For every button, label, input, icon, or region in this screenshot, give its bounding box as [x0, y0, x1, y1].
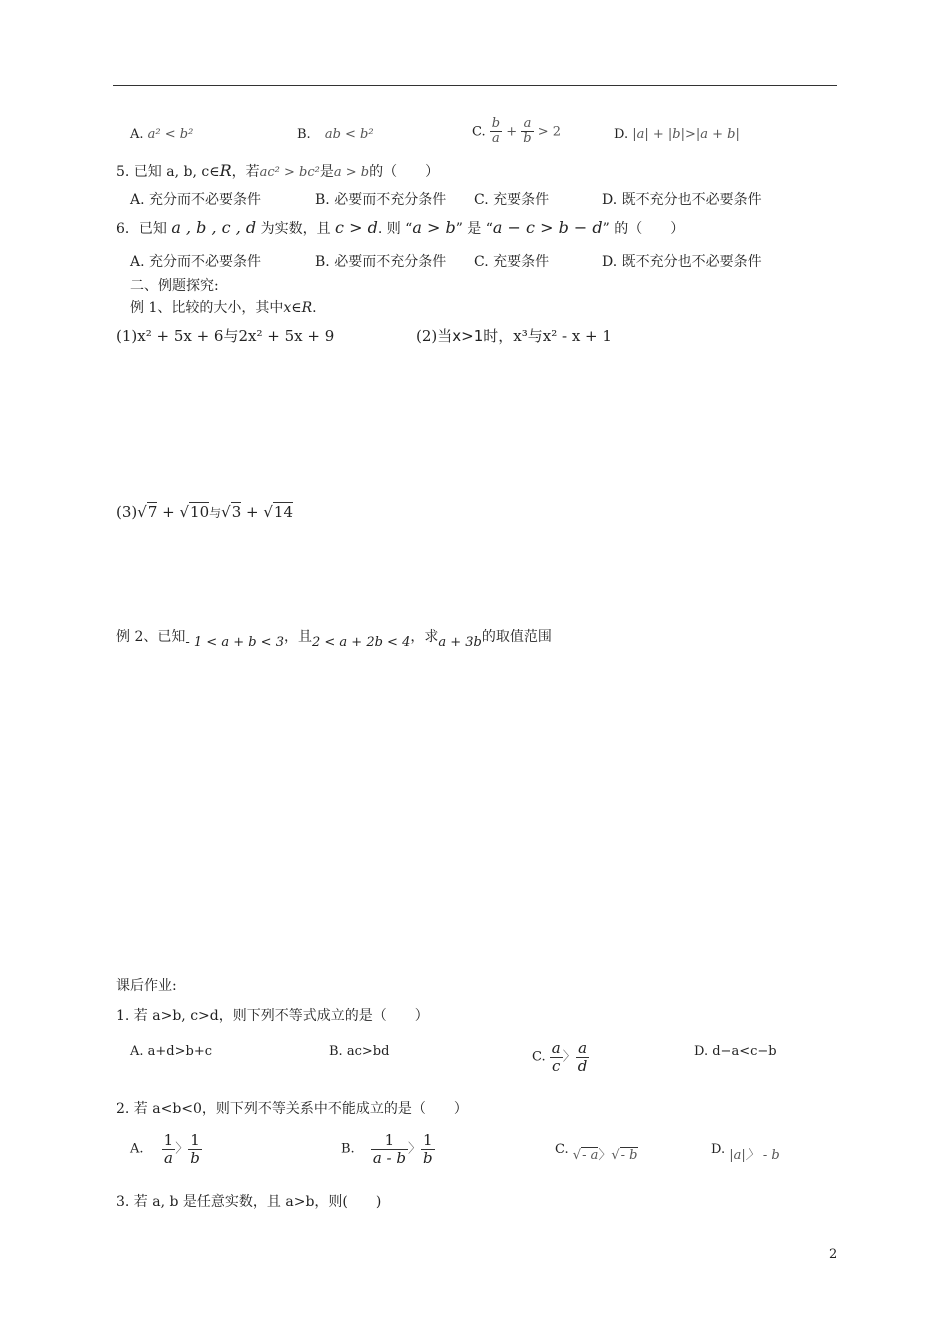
numerator: 1	[188, 1132, 202, 1150]
q5-suffix: 的（ ）	[369, 164, 440, 180]
fraction	[576, 1040, 590, 1074]
fraction	[521, 117, 533, 147]
option-expr: a² < b²	[147, 127, 194, 142]
ex2-mid: ，且	[283, 629, 312, 645]
sqrt-radicand: - a	[582, 1148, 599, 1163]
option-expr: |a| + |b|>|a + b|	[632, 127, 740, 142]
q5-option-c: C. 充要条件	[474, 192, 550, 208]
sqrt-radicand: 7	[147, 503, 158, 521]
hw2-option-c: C. √- a〉√- b	[555, 1142, 638, 1163]
fraction	[550, 1040, 563, 1074]
option-expr: ab < b²	[324, 127, 374, 142]
q4-option-b	[297, 127, 374, 142]
homework-question-2: 2. 若 a<b<0，则下列不等关系中不能成立的是（ ）	[116, 1101, 468, 1117]
option-label: A.	[130, 127, 144, 142]
homework-question-3: 3. 若 a, b 是任意实数，且 a>b，则( )	[116, 1194, 382, 1210]
ex1-title-math: x∈R	[283, 300, 313, 316]
numerator: 1	[163, 1131, 174, 1149]
q6-prefix: 6．已知	[116, 221, 167, 237]
question-6	[116, 218, 684, 238]
q5-mid2: 是	[319, 164, 334, 180]
q6-condition2: a > b	[412, 218, 456, 237]
numerator: a	[576, 1040, 590, 1058]
q5-condition: ac² > bc²	[259, 165, 320, 180]
plus-sign: +	[157, 503, 180, 521]
ex1-p2-prefix: (2)当	[416, 327, 453, 345]
option-label: C.	[555, 1142, 569, 1157]
q6-suffix: ” 的（ ）	[602, 221, 685, 237]
example-1-part-2	[416, 325, 612, 346]
denominator: c	[552, 1056, 561, 1075]
greater-sign: 〉	[407, 1141, 421, 1157]
option-label: C.	[472, 124, 486, 140]
example-1-part-3: (3)√7 + √10与√3 + √14	[116, 503, 294, 521]
q4-option-d	[614, 127, 740, 142]
numerator: a	[521, 117, 533, 132]
sqrt-radicand: 14	[273, 503, 294, 521]
denominator: b	[523, 131, 532, 147]
ex1-title-prefix: 例 1、比较的大小，其中	[130, 300, 284, 316]
q5-set: R	[219, 161, 232, 180]
denominator: d	[577, 1056, 588, 1075]
q6-option-c: C. 充要条件	[474, 254, 550, 270]
fraction	[162, 1132, 176, 1166]
q6-mid: 为实数，且	[260, 221, 331, 237]
q4-option-a	[130, 127, 193, 142]
option-label: D.	[711, 1142, 726, 1157]
sqrt-radicand: - b	[620, 1148, 638, 1163]
numerator: 1	[371, 1132, 408, 1150]
denominator: a	[492, 131, 500, 147]
hw1-option-a: A. a+d>b+c	[130, 1044, 213, 1059]
ex1-p2-condition: x>1	[452, 327, 484, 345]
option-label: D.	[614, 127, 629, 142]
q5-mid: ，若	[231, 164, 260, 180]
denominator: b	[423, 1148, 433, 1167]
q5-option-d: D. 既不充分也不必要条件	[602, 192, 762, 208]
header-rule	[113, 85, 837, 86]
option-label: C.	[532, 1049, 546, 1065]
q6-vars: a , b , c , d	[171, 218, 257, 237]
option-label: B.	[297, 127, 311, 142]
q6-mid3: ” 是 “	[455, 221, 493, 237]
denominator: a	[163, 1148, 173, 1167]
ex1-p3-mid: 与	[209, 506, 222, 520]
sqrt-radicand: 10	[190, 503, 210, 521]
option-label: A.	[130, 1141, 144, 1157]
ex2-mid2: ，求	[410, 629, 439, 645]
hw2-option-d	[711, 1138, 780, 1163]
ex2-prefix: 例 2、已知	[116, 629, 186, 645]
option-expr: |a|〉 - b	[729, 1148, 780, 1163]
option-label: B.	[341, 1141, 355, 1157]
q6-option-a: A. 充分而不必要条件	[130, 254, 262, 270]
ex1-title-suffix: .	[312, 300, 317, 316]
page-number: 2	[829, 1247, 838, 1262]
ex1-p3-prefix: (3)	[116, 503, 138, 521]
homework-title: 课后作业:	[116, 978, 177, 994]
denominator: a - b	[372, 1148, 406, 1167]
q6-mid2: . 则 “	[377, 221, 413, 237]
homework-question-1: 1. 若 a>b, c>d，则下列不等式成立的是（ ）	[116, 1008, 429, 1024]
ex1-p2-suffix: 时，	[483, 327, 514, 345]
example-1-title	[130, 297, 317, 317]
option-expr: > 2	[537, 124, 562, 140]
hw1-option-c	[532, 1040, 589, 1074]
q4-option-c	[472, 117, 561, 147]
fraction	[490, 117, 502, 147]
ex1-p2-expr: x³与x² - x + 1	[513, 327, 612, 345]
q6-condition: c > d	[335, 218, 378, 237]
plus-sign: +	[241, 503, 264, 521]
example-1-part-1: (1)x² + 5x + 6与2x² + 5x + 9	[116, 327, 335, 345]
hw1-option-d: D. d−a<c−b	[694, 1044, 777, 1059]
plus-sign: +	[506, 124, 518, 140]
ex2-target: a + 3b	[438, 635, 482, 650]
fraction	[421, 1132, 435, 1166]
numerator: a	[551, 1039, 561, 1057]
greater-sign: 〉	[598, 1148, 612, 1163]
example-2	[116, 626, 552, 650]
section-heading: 二、例题探究:	[130, 278, 219, 294]
q5-prefix: 5. 已知 a, b, c∈	[116, 164, 220, 180]
numerator: 1	[421, 1132, 435, 1150]
sqrt-radicand: 3	[231, 503, 242, 521]
ex2-condition-2: 2 < a + 2b < 4	[311, 635, 411, 650]
hw2-option-b	[341, 1132, 435, 1166]
greater-sign: 〉	[175, 1141, 189, 1157]
denominator: b	[190, 1148, 200, 1167]
q5-option-b: B. 必要而不充分条件	[315, 192, 447, 208]
hw2-option-a	[130, 1132, 202, 1166]
greater-sign: 〉	[562, 1049, 576, 1065]
ex2-suffix: 的取值范围	[481, 629, 552, 645]
q6-option-b: B. 必要而不充分条件	[315, 254, 447, 270]
q5-option-a: A. 充分而不必要条件	[130, 192, 262, 208]
q6-condition3: a − c > b − d	[492, 218, 603, 237]
numerator: b	[491, 116, 501, 131]
q6-option-d: D. 既不充分也不必要条件	[602, 254, 762, 270]
q5-condition2: a > b	[333, 165, 370, 180]
fraction	[371, 1132, 408, 1166]
hw1-option-b: B. ac>bd	[329, 1044, 390, 1059]
question-5	[116, 161, 439, 181]
fraction	[188, 1132, 202, 1166]
ex2-condition-1: - 1 < a + b < 3	[185, 635, 284, 650]
